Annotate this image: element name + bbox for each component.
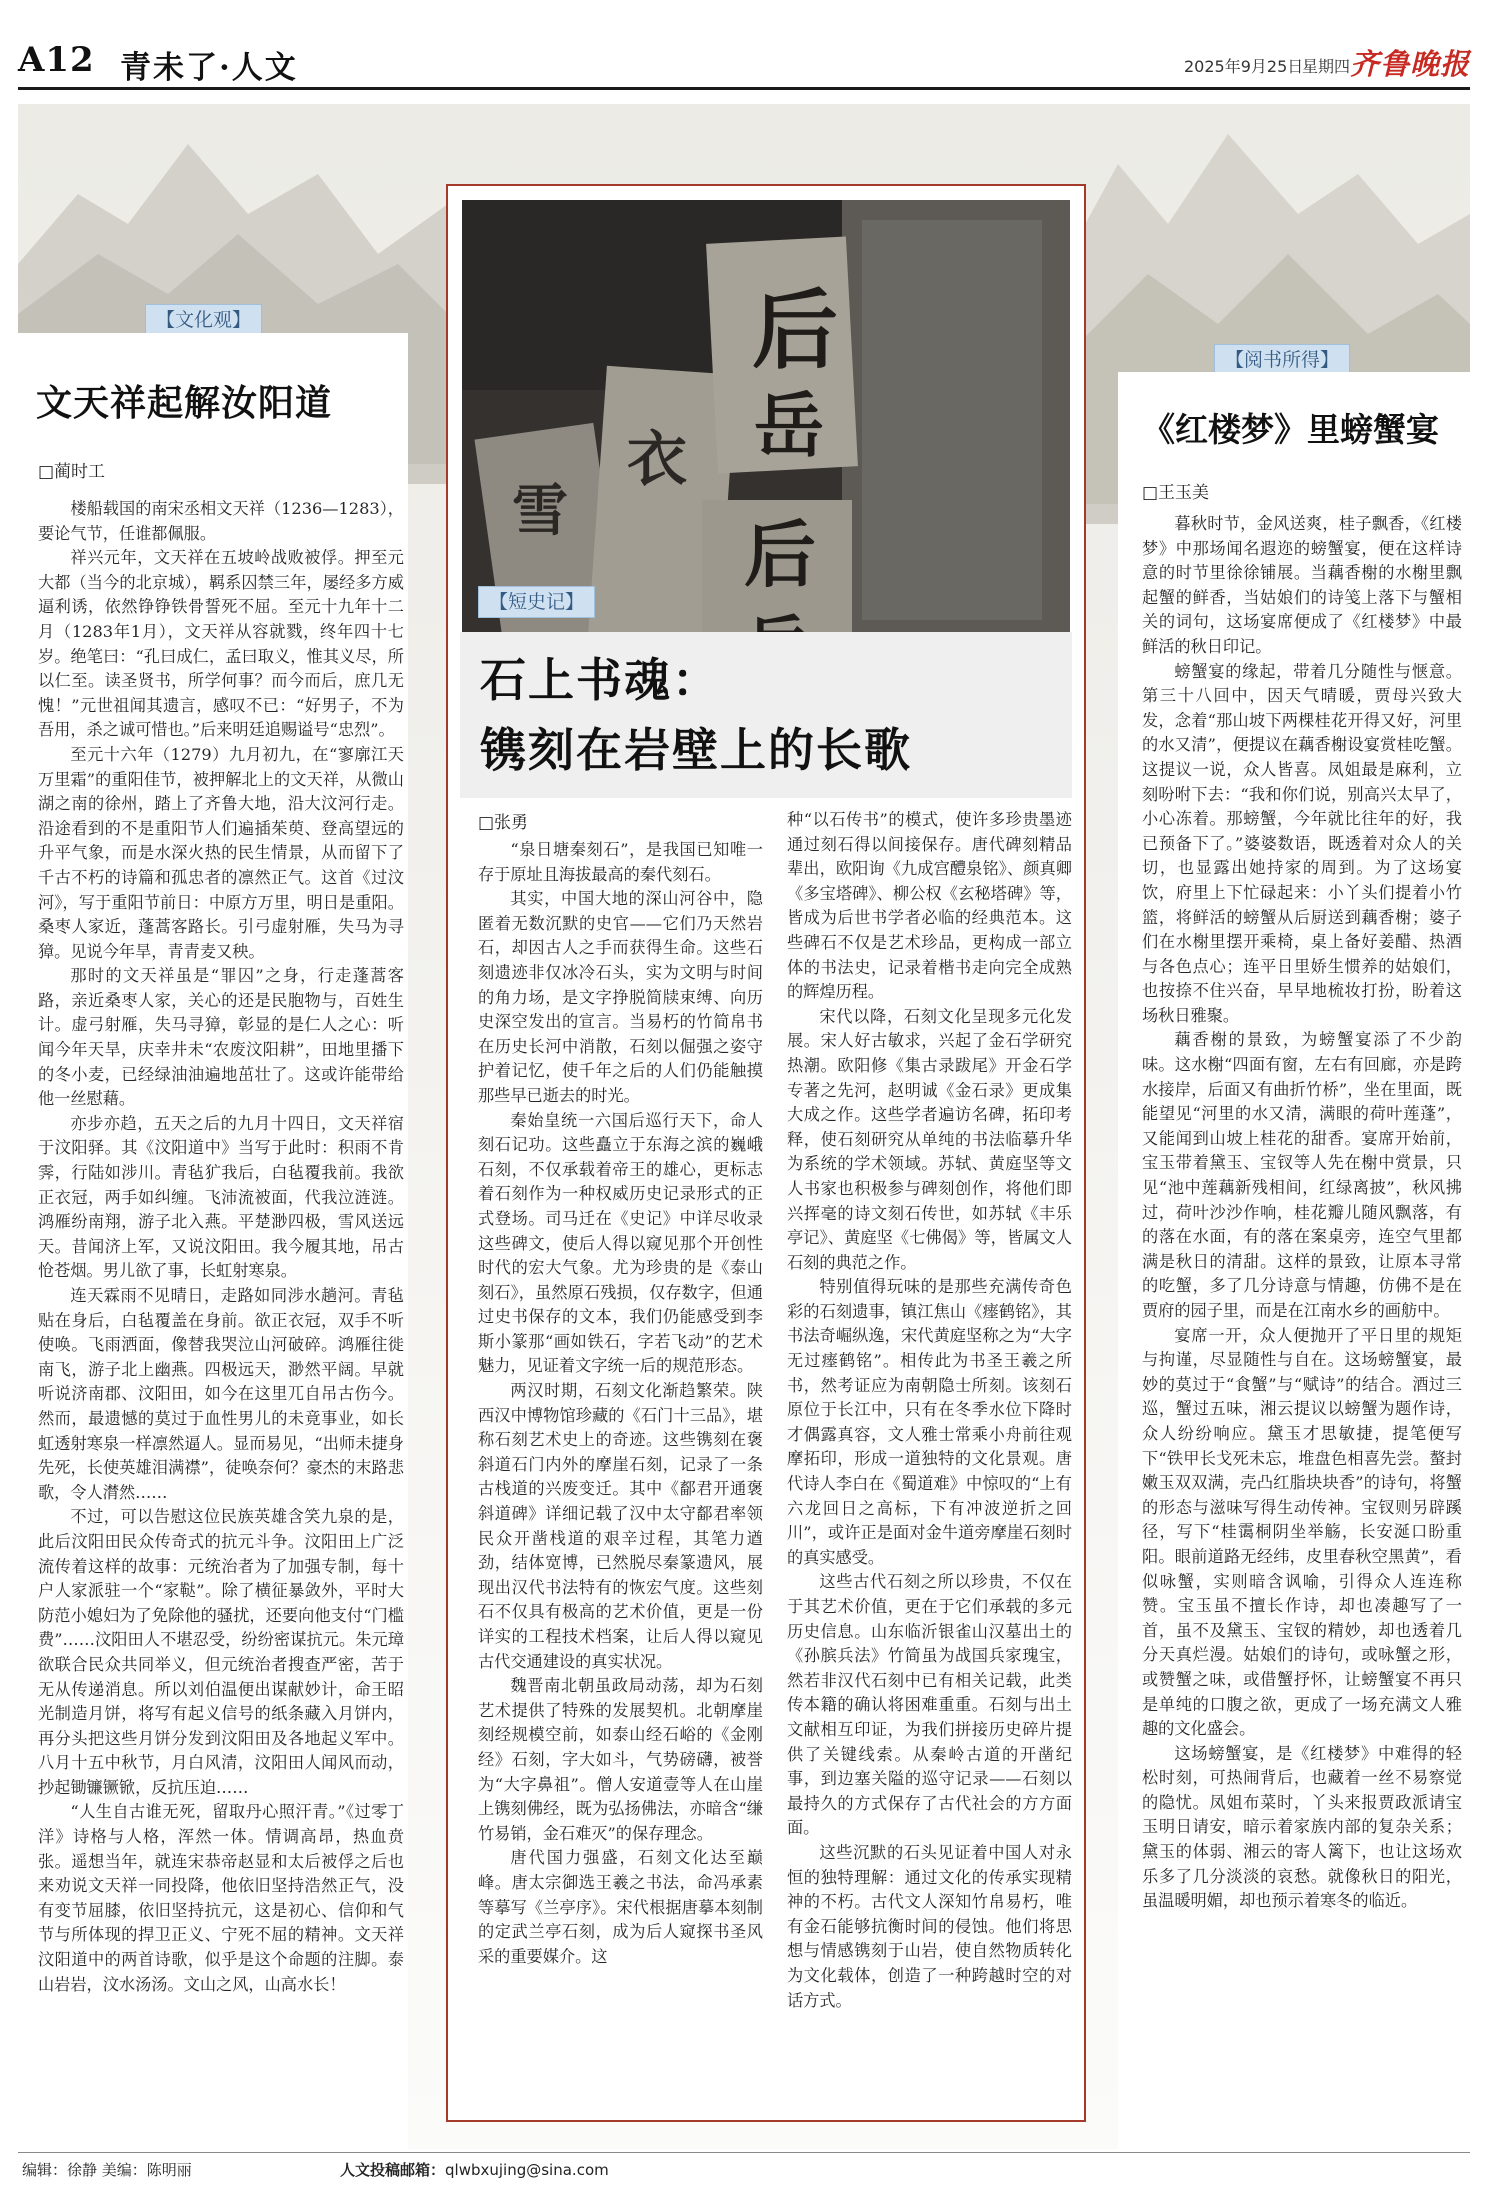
- article-byline: □张勇: [478, 813, 529, 833]
- stone-character: 后: [744, 512, 817, 597]
- editor-credits: 编辑：徐静 美编：陈明丽: [22, 2161, 192, 2179]
- paragraph: 其实，中国大地的深山河谷中，隐匿着无数沉默的史官——它们乃天然岩石，却因古人之手而获得生命。这些石刻遗迹非仅冰冷石头，实为文明与时间的角力场，是文字挣脱简牍束缚、向历史深空发出的宣言。当易朽的竹简帛书在历史长河中消散，石刻以倔强之姿守护着记忆，使千年之后的人们仍能触摸那些早已逝去的时光。: [478, 889, 763, 1105]
- stone-character: 雪: [512, 478, 568, 544]
- article-body: [1142, 512, 1462, 1914]
- article-right: [1118, 372, 1470, 2149]
- paragraph: 这场螃蟹宴，是《红楼梦》中难得的轻松时刻，可热闹背后，也藏着一丝不易察觉的隐忧。凤姐布菜时，丫头来报贾政派请宝玉明日请安，暗示着家族内部的复杂关系；黛玉的体弱、湘云的寄人篱下，也让这场欢乐多了几分淡淡的哀愁。就像秋日的阳光，虽温暖明媚，却也预示着寒冬的临近。: [1142, 1743, 1462, 1911]
- paragraph: “泉日塘秦刻石”，是我国已知唯一存于原址且海拔最高的秦代刻石。: [478, 840, 763, 884]
- column-tag-reading: 【阅书所得】: [1214, 344, 1350, 376]
- column-tag-culture: 【文化观】: [145, 304, 262, 336]
- column-tag-history: 【短史记】: [478, 586, 595, 618]
- feature-headline: [460, 632, 1072, 798]
- section-name: 青未了·人文: [120, 50, 298, 86]
- paragraph: 连天霖雨不见晴日，走路如同涉水趟河。青毡贴在身后，白毡覆盖在身前。欲正衣冠，双手不听使唤。飞雨洒面，像替我哭泣山河破碎。鸿雁往徙南飞，游子北上幽燕。四极远天，渺然平阔。早就听说济南郡、汶阳田，如今在这里兀自吊古伤今。然而，最遗憾的莫过于血性男儿的未竟事业，如长虹透射寒泉一样凛然逼人。显而易见，“出师未捷身先死，长使英雄泪满襟”，徒唤奈何？豪杰的末路悲歌，令人潸然……: [38, 1286, 404, 1502]
- paragraph: 不过，可以告慰这位民族英雄含笑九泉的是，此后汶阳田民众传奇式的抗元斗争。汶阳田上广泛流传着这样的故事：元统治者为了加强专制，每十户人家派驻一个“家鞑”。除了横征暴敛外，平时大防范小媳妇为了免除他的骚扰，还要向他支付“门槛费”……汶阳田人不堪忍受，纷纷密谋抗元。朱元璋欲联合民众共同举义，但元统治者搜查严密，苦于无从传递消息。所以刘伯温便出谋献妙计，命王昭光制造月饼，将写有起义信号的纸条藏入月饼内，再分头把这些月饼分发到汶阳田及各地起义军中。八月十五中秋节，月白风清，汶阳田人闻风而动，抄起锄镰镢锨，反抗压迫……: [38, 1507, 404, 1797]
- article-title: 《红楼梦》里螃蟹宴: [1142, 410, 1439, 449]
- submission-email-address: qlwbxujing@sina.com: [445, 2161, 609, 2179]
- paragraph: 楼船载国的南宋丞相文天祥（1236—1283），要论气节，任谁都佩服。: [38, 499, 404, 543]
- paragraph: 宴席一开，众人便抛开了平日里的规矩与拘谨，尽显随性与自在。这场螃蟹宴，最妙的莫过于“食蟹”与“赋诗”的结合。酒过三巡，蟹过五味，湘云提议以螃蟹为题作诗，众人纷纷响应。黛玉才思敏捷，提笔便写下“铁甲长戈死未忘，堆盘色相喜先尝。螯封嫩玉双双满，壳凸红脂块块香”的诗句，将蟹的形态与滋味写得生动传神。宝钗则另辟蹊径，写下“桂霭桐阴坐举觞，长安涎口盼重阳。眼前道路无经纬，皮里春秋空黑黄”，看似咏蟹，实则暗含讽喻，引得众人连连称赞。宝玉虽不擅长作诗，却也凑趣写了一首，虽不及黛玉、宝钗的精妙，却也透着几分天真烂漫。姑娘们的诗句，或咏蟹之形，或赞蟹之味，或借蟹抒怀，让螃蟹宴不再只是单纯的口腹之欲，更成了一场充满文人雅趣的文化盛会。: [1142, 1325, 1462, 1739]
- submission-email: [340, 2159, 609, 2180]
- paragraph: 暮秋时节，金风送爽，桂子飘香，《红楼梦》中那场闻名遐迩的螃蟹宴，便在这样诗意的时节里徐徐铺展。当藕香榭的水榭里飘起蟹的鲜香，当姑娘们的诗笺上落下与蟹相关的词句，这场宴席便成了《红楼梦》中最鲜活的秋日印记。: [1142, 514, 1462, 656]
- paragraph: 亦步亦趋，五天之后的九月十四日，文天祥宿于汶阳驿。其《汶阳道中》当写于此时：积雨不肯霁，行陆如涉川。青毡犷我后，白毡覆我前。我欲正衣冠，两手如纠缠。飞沛流被面，代我泣涟涟。鸿雁纷南翔，游子北入燕。平楚渺四极，雪风送远天。昔闻济上军，又说汶阳田。我今履其地，吊古怆苍烟。男儿欲了事，长虹射寒泉。: [38, 1113, 404, 1281]
- headline-line-1: 石上书魂：: [480, 653, 720, 707]
- paragraph: 螃蟹宴的缘起，带着几分随性与惬意。第三十八回中，因天气晴暖，贾母兴致大发，念着“那山坡下两棵桂花开得又好，河里的水又清”，便提议在藕香榭设宴赏桂吃蟹。这提议一说，众人皆喜。凤姐最是麻利，立刻吩咐下去：“我和你们说，别高兴太早了，小心冻着。那螃蟹，今年就比往年的好，我已预备下了。”婆婆数语，既透着对众人的关切，也显露出她持家的周到。为了这场宴饮，府里上下忙碌起来：小丫头们提着小竹篮，将鲜活的螃蟹从后厨送到藕香榭；婆子们在水榭里摆开乘椅，桌上备好姜醋、热酒与各色点心；连平日里娇生惯养的姑娘们，也按捺不住兴奋，早早地梳妆打扮，盼着这场秋日雅聚。: [1142, 661, 1462, 1025]
- newspaper-logo: 齐鲁晚报: [1349, 47, 1470, 81]
- paragraph: 这些古代石刻之所以珍贵，不仅在于其艺术价值，更在于它们承载的多元历史信息。山东临沂银雀山汉墓出土的《孙膑兵法》竹简虽为战国兵家瑰宝，然若非汉代石刻中已有相关记载，此类传本籍的确认将困难重重。石刻与出土文献相互印证，为我们拼接历史碎片提供了关键线索。从秦岭古道的开凿纪事，到边塞关隘的巡守记录——石刻以最持久的方式保存了古代社会的方方面面。: [787, 1572, 1072, 1838]
- article-title: 文天祥起解汝阳道: [36, 382, 333, 424]
- paragraph: 那时的文天祥虽是“罪囚”之身，行走蓬蒿客路，亲近桑枣人家，关心的还是民胞物与，百姓生计。虚弓射雁，失马寻獐，彰显的是仁人之心：听闻今年天旱，庆幸井未“农废汶阳耕”，田地里播下的冬小麦，已经绿油油遍地茁壮了。这或许能带给他一丝慰藉。: [38, 966, 404, 1109]
- headline-line-2: 镌刻在岩壁上的长歌: [480, 723, 912, 777]
- article-body: [38, 497, 404, 1997]
- article-body-column-1: [478, 838, 763, 1969]
- issue-weekday: 星期四: [1302, 57, 1351, 76]
- paragraph: 唐代国力强盛，石刻文化达至巅峰。唐太宗御选王羲之书法，命冯承素等摹写《兰亭序》。宋代根据唐摹本刻制的定武兰亭石刻，成为后人窥探书圣风采的重要媒介。这: [478, 1848, 763, 1966]
- paragraph: “人生自古谁无死，留取丹心照汗青。”《过零丁洋》诗格与人格，浑然一体。情调高昂，热血贲张。遥想当年，就连宋恭帝赵显和太后被俘之后也来劝说文天祥一同投降，他依旧坚持浩然正气，没有变节屈膝，依旧坚持抗元，这是初心、信仰和气节与所体现的捍卫正义、宁死不屈的精神。文天祥汶阳道中的两首诗歌，似乎是这个命题的注脚。泰山岩岩，汶水汤汤。文山之风，山高水长！: [38, 1802, 404, 1994]
- paragraph: 宋代以降，石刻文化呈现多元化发展。宋人好古敏求，兴起了金石学研究热潮。欧阳修《集古录跋尾》开金石学专著之先河，赵明诚《金石录》更成集大成之作。这些学者遍访名碑，拓印考释，使石刻研究从单纯的书法临摹升华为系统的学术领域。苏轼、黄庭坚等文人书家也积极参与碑刻创作，将他们即兴挥毫的诗文刻石传世，如苏轼《丰乐亭记》、黄庭坚《七佛偈》等，皆属文人石刻的典范之作。: [787, 1006, 1072, 1272]
- paragraph: 这些沉默的石头见证着中国人对永恒的独特理解：通过文化的传承实现精神的不朽。古代文人深知竹帛易朽，唯有金石能够抗衡时间的侵蚀。他们将思想与情感镌刻于山岩，使自然物质转化为文化载体，创造了一种跨越时空的对话方式。: [787, 1842, 1072, 2010]
- paragraph: 藕香榭的景致，为螃蟹宴添了不少韵味。这水榭“四面有窗，左右有回廊，亦是跨水接岸，后面又有曲折竹桥”，坐在里面，既能望见“河里的水又清，满眼的荷叶莲蓬”，又能闻到山坡上桂花的甜香。宴席开始前，宝玉带着黛玉、宝钗等人先在榭中赏景，只见“池中莲藕新残相间，红绿离披”，秋风拂过，荷叶沙沙作响，桂花瓣儿随风飘落，有的落在水面，有的落在案桌旁，连空气里都满是秋日的清甜。这样的景致，让原本寻常的吃蟹，多了几分诗意与情趣，仿佛不是在贾府的园子里，而是在江南水乡的画舫中。: [1142, 1030, 1462, 1320]
- paragraph: 两汉时期，石刻文化渐趋繁荣。陕西汉中博物馆珍藏的《石门十三品》，堪称石刻艺术史上的奇迹。这些镌刻在褒斜道石门内外的摩崖石刻，记录了一条古栈道的兴废变迁。其中《鄐君开通褒斜道碑》详细记载了汉中太守鄐君率领民众开凿栈道的艰辛过程，其笔力遒劲，结体宽博，已然脱尽秦篆遗风，展现出汉代书法特有的恢宏气度。这些刻石不仅具有极高的艺术价值，更是一份详实的工程技术档案，让后人得以窥见古代交通建设的真实状况。: [478, 1381, 763, 1671]
- paragraph: 特别值得玩味的是那些充满传奇色彩的石刻遗事，镇江焦山《瘗鹤铭》，其书法奇崛纵逸，宋代黄庭坚称之为“大字无过瘗鹤铭”。相传此为书圣王羲之所书，然考证应为南朝隐士所刻。该刻石原位于长江中，只有在冬季水位下降时才偶露真容，文人雅士常乘小舟前往观摩拓印，形成一道独特的文化景观。唐代诗人李白在《蜀道难》中惊叹的“上有六龙回日之高标，下有冲波逆折之回川”，或许正是面对金牛道旁摩崖石刻时的真实感受。: [787, 1277, 1072, 1567]
- issue-date: 2025年9月25日: [1184, 57, 1304, 76]
- article-byline: □蔺时工: [38, 462, 106, 482]
- paragraph: 秦始皇统一六国后巡行天下，命人刻石记功。这些矗立于东海之滨的巍峨石刻，不仅承载着帝王的雄心，更标志着石刻作为一种权威历史记录形式的正式登场。司马迁在《史记》中详尽收录这些碑文，使后人得以窥见那个开创性时代的宏大气象。尤为珍贵的是《泰山刻石》，虽然原石残损，仅存数字，但通过史书保存的文本，我们仍能感受到李斯小篆那“画如铁石，字若飞动”的艺术魅力，见证着文字统一后的规范形态。: [478, 1110, 763, 1376]
- page-header: [18, 40, 1470, 90]
- stone-character: 岳: [754, 384, 824, 467]
- submission-email-label: 人文投稿邮箱：: [340, 2161, 446, 2179]
- stone-character: 衣: [627, 425, 687, 495]
- page-number: A12: [18, 40, 95, 80]
- paragraph: 至元十六年（1279）九月初九，在“寥廓江天万里霜”的重阳佳节，被押解北上的文天祥，从微山湖之南的徐州，踏上了齐鲁大地，沿大汶河行走。沿途看到的不是重阳节人们遍插茱萸、登高望远的升平气象，而是水深火热的民生情景，从而留下了千古不朽的诗篇和孤忠者的凛然正气。这首《过汶河》，写于重阳节前日：中原方万里，明日是重阳。桑枣人家近，蓬蒿客路长。引弓虚射雁，失马为寻獐。见说今年旱，青青麦又秧。: [38, 744, 404, 961]
- page-footer: [18, 2152, 1470, 2180]
- article-left: [18, 333, 408, 2149]
- article-byline: □王玉美: [1142, 483, 1210, 503]
- stone-character: 后: [752, 280, 838, 381]
- article-body-column-2: [787, 808, 1072, 2013]
- paragraph: 祥兴元年，文天祥在五坡岭战败被俘。押至元大都（当今的北京城），羁系囚禁三年，屡经多方威逼利诱，依然铮铮铁骨誓死不屈。至元十九年十二月（1283年1月），文天祥从容就戮，终年四十七岁。绝笔曰：“孔曰成仁，孟曰取义，惟其义尽，所以仁至。读圣贤书，所学何事？而今而后，庶几无愧！”元世祖闻其遗言，感叹不已：“好男子，不为吾用，杀之诚可惜也。”后来明廷追赐谥号“忠烈”。: [38, 548, 404, 740]
- paragraph: 种“以石传书”的模式，使许多珍贵墨迹通过刻石得以间接保存。唐代碑刻精品辈出，欧阳询《九成宫醴泉铭》、颜真卿《多宝塔碑》、柳公权《玄秘塔碑》等，皆成为后世书学者必临的经典范本。这些碑石不仅是艺术珍品，更构成一部立体的书法史，记录着楷书走向完全成熟的辉煌历程。: [787, 810, 1072, 1002]
- paragraph: 魏晋南北朝虽政局动荡，却为石刻艺术提供了特殊的发展契机。北朝摩崖刻经规模空前，如泰山经石峪的《金刚经》石刻，字大如斗，气势磅礴，被誉为“大字鼻祖”。僧人安道壹等人在山崖上镌刻佛经，既为弘扬佛法，亦暗含“缣竹易销，金石难灭”的保存理念。: [478, 1676, 763, 1843]
